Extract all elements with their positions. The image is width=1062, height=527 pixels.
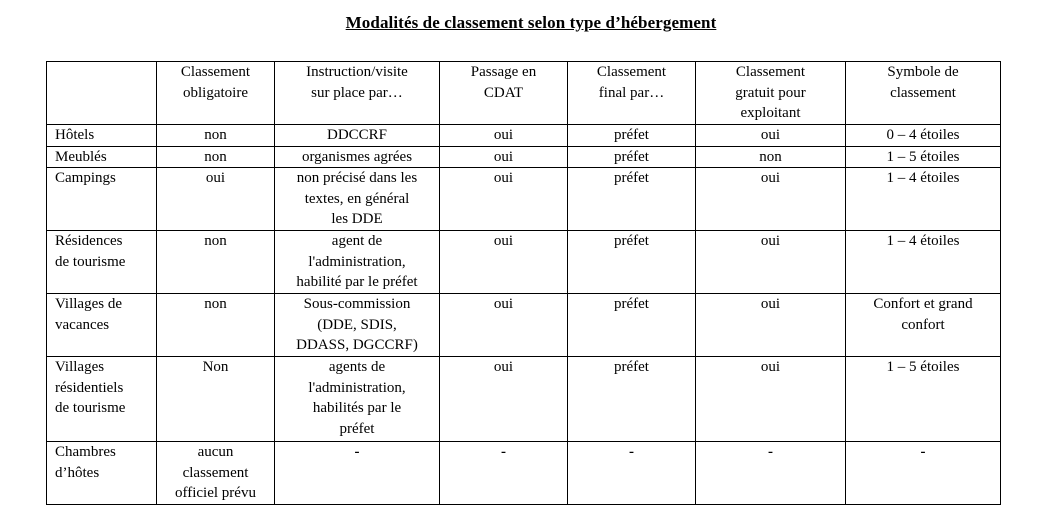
header-cell-final: Classement final par… [568,62,696,125]
table-header-row [47,62,1001,125]
symbole-cell: Confort et grand confort [846,294,1001,357]
table-row [47,125,1001,147]
table-row [47,146,1001,168]
symbole-cell: 0 – 4 étoiles [846,125,1001,147]
table-row [47,357,1001,442]
gratuit-cell: oui [696,294,846,357]
header-cell-cdat: Passage en CDAT [440,62,568,125]
obligatoire-cell: non [157,231,275,294]
header-cell-gratuit: Classement gratuit pour exploitant [696,62,846,125]
instruction-cell: - [275,442,440,505]
row-type-cell: Villages de vacances [47,294,157,357]
obligatoire-cell: non [157,294,275,357]
obligatoire-cell: aucun classement officiel prévu [157,442,275,505]
table-row [47,168,1001,231]
obligatoire-cell: non [157,146,275,168]
header-cell-empty [47,62,157,125]
gratuit-cell: oui [696,125,846,147]
final-cell: préfet [568,168,696,231]
symbole-cell: 1 – 5 étoiles [846,357,1001,442]
cdat-cell: - [440,442,568,505]
row-type-cell: Villages résidentiels de tourisme [47,357,157,442]
symbole-cell: 1 – 4 étoiles [846,231,1001,294]
cdat-cell: oui [440,294,568,357]
row-type-cell: Résidences de tourisme [47,231,157,294]
row-type-cell: Meublés [47,146,157,168]
gratuit-cell: non [696,146,846,168]
final-cell: préfet [568,294,696,357]
instruction-cell: agent de l'administration, habilité par le préfet [275,231,440,294]
gratuit-cell: oui [696,168,846,231]
cdat-cell: oui [440,357,568,442]
row-type-cell: Hôtels [47,125,157,147]
final-cell: préfet [568,231,696,294]
table-row [47,442,1001,505]
gratuit-cell: oui [696,357,846,442]
row-type-cell: Chambres d’hôtes [47,442,157,505]
gratuit-cell: oui [696,231,846,294]
final-cell: - [568,442,696,505]
header-cell-instruction: Instruction/visite sur place par… [275,62,440,125]
obligatoire-cell: oui [157,168,275,231]
final-cell: préfet [568,146,696,168]
instruction-cell: agents de l'administration, habilités par le préfet [275,357,440,442]
document-title: Modalités de classement selon type d’hébergement [345,13,717,32]
row-type-cell: Campings [47,168,157,231]
instruction-cell: non précisé dans les textes, en général les DDE [275,168,440,231]
instruction-cell: organismes agrées [275,146,440,168]
instruction-cell: DDCCRF [275,125,440,147]
cdat-cell: oui [440,146,568,168]
obligatoire-cell: non [157,125,275,147]
symbole-cell: 1 – 5 étoiles [846,146,1001,168]
table-row [47,294,1001,357]
classement-table [46,61,1001,505]
symbole-cell: - [846,442,1001,505]
symbole-cell: 1 – 4 étoiles [846,168,1001,231]
final-cell: préfet [568,125,696,147]
gratuit-cell: - [696,442,846,505]
instruction-cell: Sous-commission (DDE, SDIS, DDASS, DGCCRF) [275,294,440,357]
obligatoire-cell: Non [157,357,275,442]
final-cell: préfet [568,357,696,442]
cdat-cell: oui [440,231,568,294]
header-cell-symbole: Symbole de classement [846,62,1001,125]
table-row [47,231,1001,294]
cdat-cell: oui [440,125,568,147]
cdat-cell: oui [440,168,568,231]
header-cell-obligatoire: Classement obligatoire [157,62,275,125]
